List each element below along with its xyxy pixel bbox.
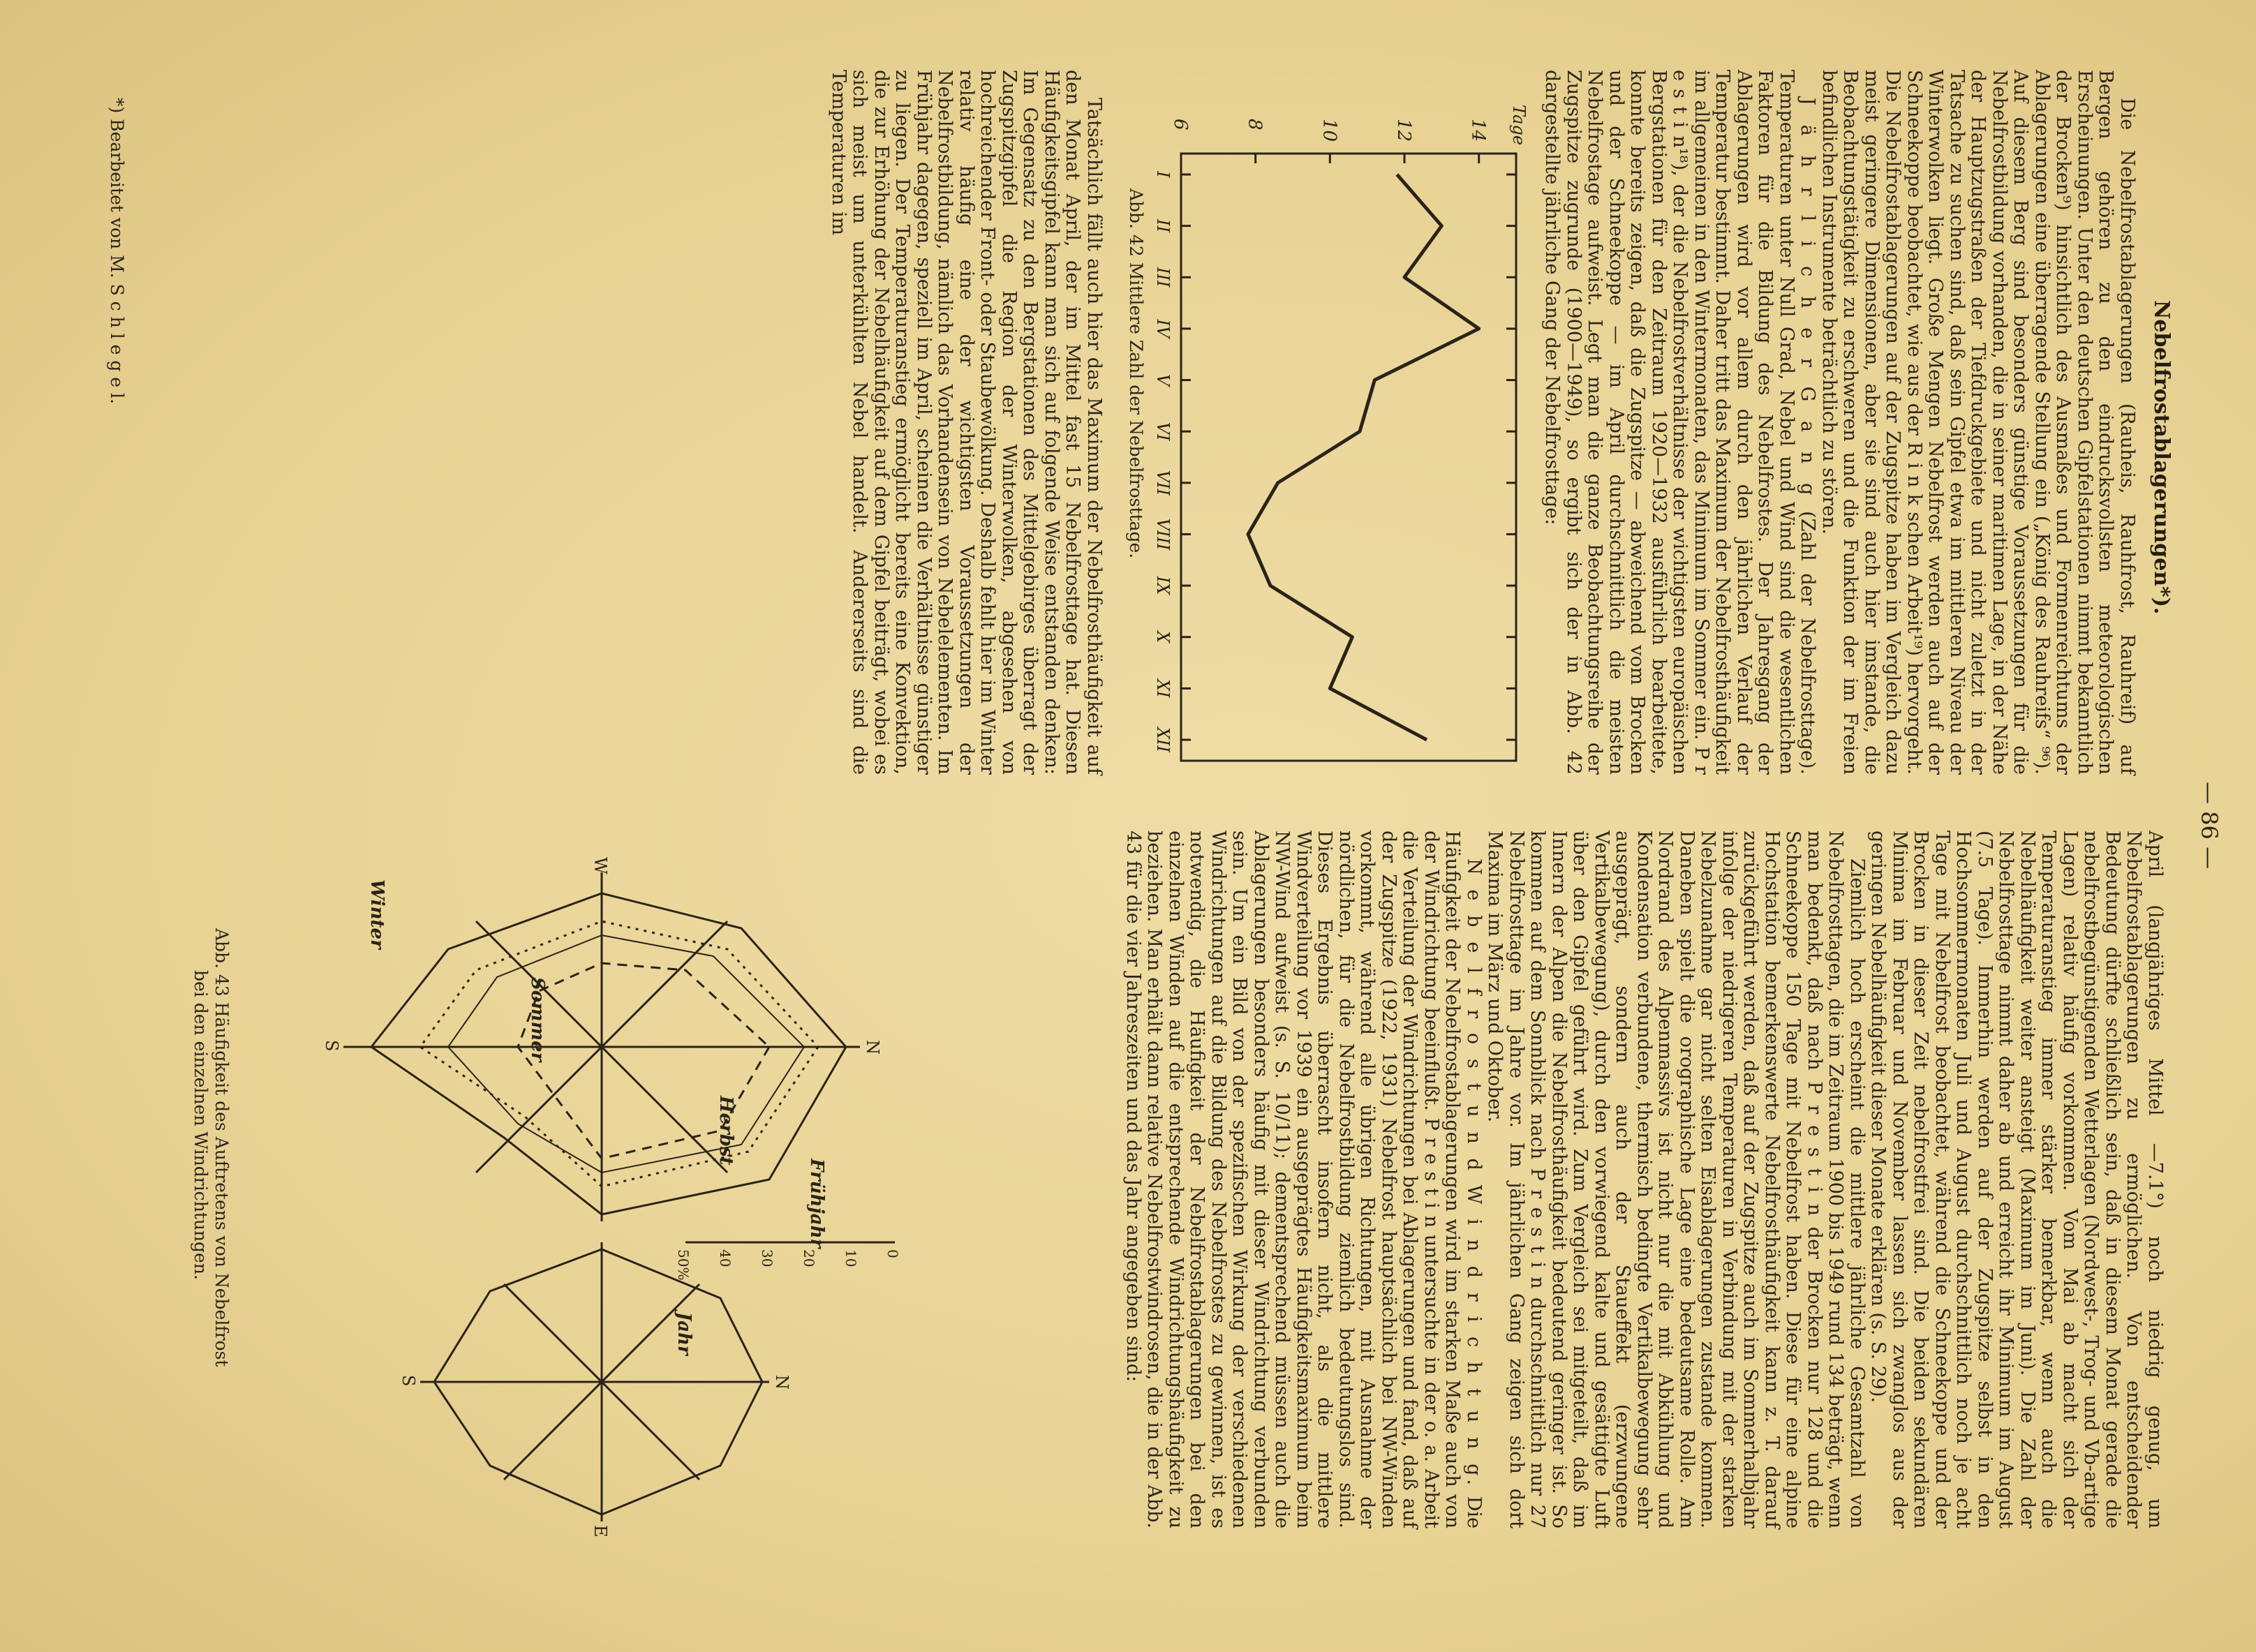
paragraph-lead-wind: N e b e l f r o s t u n d W i n d r i c h t u n g. [1463,858,1485,1489]
label-jahr: Jahr [674,1312,695,1355]
paragraph-annual-cycle [1541,70,1818,775]
line-chart [1153,77,1544,789]
figure-43 [253,851,951,1549]
y-tick-label: 6 [1170,119,1191,131]
scale-tick-40: 40 [717,1249,734,1267]
label-fruehjahr: Frühjahr [806,1159,827,1249]
paragraph-total-days: Ziemlich hoch erscheint die mittlere jährliche Gesamtzahl von Nebelfrosttagen, die im Zeitraum 1900 bis 1949 rund 134 beträgt, wenn man bedenkt, daß nach P r e s t i n der Brocken nur 128 und die Schneekoppe 150 Tage mit Nebelfrost haben. Diese für eine alpine Hochstation bemerkenswerte Nebelfrosthäufigkeit kann z. T. darauf zurückgeführt werden, daß auf der Zugspitze auch im Sommerhalbjahr infolge der niedrigeren Temperaturen in Verbindung mit der starken Nebelzunahme gar nicht selten Eisablagerungen zustande kommen. Daneben spielt die orographische Lage eine bedeutsame Rolle. Am Nordrand des Alpenmassivs ist nicht nur die mit Abkühlung und Kondensation verbundene, thermisch bedingte Vertikalbewegung sehr ausgeprägt, sondern auch der Staueffekt (erzwungene Vertikalbewegung), durch den vorwiegend kalte und gesättigte Luft über den Gipfel geführt wird. Zum Vergleich sei mitgeteilt, daß im Innern der Alpen die Nebelfrosthäufigkeit bedeutend geringer ist. So kommen auf dem Sonnblick nach P r e s t i n durchschnittlich nur 27 Nebelfrosttage im Jahre vor. Im jährlichen Gang zeigen sich dort Maxima im März und Oktober. [1484,831,1868,1528]
paragraph-lead: J ä h r l i c h e r G a n g [1797,98,1819,499]
x-tick-label: III [1153,267,1173,288]
x-tick-label: IX [1153,576,1173,595]
paragraph-wind-direction [1122,831,1485,1528]
scale-tick-50: 50% [675,1249,692,1281]
left-column-lower [828,70,1105,775]
x-tick-label: IV [1153,319,1173,338]
label-winter: Winter [366,879,387,949]
label-s: S [322,1040,341,1052]
x-tick-label: XII [1153,727,1173,753]
figure-42-caption: Abb. 42 Mittlere Zahl der Nebelfrosttage. [1126,188,1146,559]
x-tick-label: VIII [1153,518,1173,551]
figure-43-caption-line1: Abb. 43 Häufigkeit des Auftretens von Nebelfrost [212,928,232,1367]
figure-42 [1153,77,1544,789]
y-tick-label: 10 [1319,119,1340,142]
label-e: E [591,1525,610,1538]
paragraph-body-wind: Die Häufigkeit der Nebelfrostablagerungen wird im starken Maße auch von der Windrichtung beeinflußt. P r e s t i n untersuchte in der o. a. Arbeit die Verteilung der Windrichtungen bei Ablagerungen und fand, daß auf der Zugspitze (1922, 1931) Nebelfrost hauptsächlich bei NW-Winden vorkommt, während alle übrigen Richtungen, mit Ausnahme der nördlichen, für die Nebelfrostbildung ziemlich bedeutungslos sind. Dieses Ergebnis überrascht insofern nicht, als die mittlere Windverteilung vor 1939 ein ausgeprägtes Häufigkeitsmaximum beim NW-Wind aufweist (s. S. 10/11); dementsprechend müssen auch die Ablagerungen besonders häufig mit dieser Windrichtung verbunden sein. Um ein Bild von der spezifischen Wirkung der verschiedenen Windrichtungen auf die Bildung des Nebelfrostes zu gewinnen, ist es notwendig, die Häufigkeit der Nebelfrostablagerungen bei den einzelnen Winden auf die entsprechende Windrichtungshäufigkeit zu beziehen. Man erhält dann relative Nebelfrostwindrosen, die in der Abb. 43 für die vier Jahreszeiten und das Jahr angegeben sind: [1122,831,1485,1528]
y-tick-label: 12 [1393,119,1414,142]
label-sommer: Sommer [527,977,548,1062]
right-column-upper [1122,831,2166,1528]
paragraph-april-continued: April (langjähriges Mittel —7.1°) noch niedrig genug, um Nebelfrostablagerungen zu ermöglichen. Von entscheidender Bedeutung dürfte schließlich sein, daß in diesem Monat gerade die nebelfrostbegünstigenden Wetterlagen (Nordwest-, Trog- und Vb-artige Lagen) relativ häufig vorkommen. Vom Mai ab macht sich der Temperaturanstieg immer stärker bemerkbar, wenn auch die Nebelhäufigkeit weiter ansteigt (Maximum im Juni). Die Zahl der Nebelfrosttage nimmt daher ab und erreicht ihr Minimum im August (7.5 Tage). Immerhin werden auf der Zugspitze selbst in den Hochsommermonaten Juli und August durchschnittlich noch je acht Tage mit Nebelfrost beobachtet, während die Schneekoppe und der Brocken in dieser Zeit nebelfrostfrei sind. Die beiden sekundären Minima im Februar und November lassen sich zwanglos aus der geringen Nebelhäufigkeit dieser Monate erklären (s. S. 29). [1867,831,2166,1528]
x-tick-label: II [1153,219,1173,233]
footnote: *) Bearbeitet von M. S c h l e g e l. [107,98,127,404]
section-heading: Nebelfrostablagerungen*). [2149,300,2174,615]
figure-43-caption-line2: bei den einzelnen Windrichtungen. [191,970,211,1280]
series-line [1248,174,1479,740]
scale-tick-20: 20 [801,1249,817,1267]
x-tick-label: I [1153,171,1173,178]
x-tick-label: XI [1153,679,1173,698]
x-tick-label: VII [1153,470,1173,496]
y-unit-label: Tage [1509,105,1529,146]
paragraph-intro: Die Nebelfrostablagerungen (Rauheis, Rauhfrost, Rauhreif) auf Bergen gehören zu den eindrucksvollsten meteorologischen Erscheinungen. Unter den deutschen Gipfelstationen nimmt bekanntlich der Brocken⁹) hinsichtlich des Ausmaßes und Formenreichtums der Ablagerungen eine überragende Stellung ein („König des Rauhreifs“ ⁹⁶). Auf diesem Berg sind besonders günstige Voraussetzungen für die Nebelfrostbildung vorhanden, die in seiner maritimen Lage, in der Nähe der Hauptzugstraßen der Tiefdruckgebiete und nicht zuletzt in der Tatsache zu suchen sind, daß sein Gipfel etwa im mittleren Niveau der Winterwolken liegt. Große Mengen Nebelfrost werden auch auf der Schneekoppe beobachtet, wie aus der R i n k schen Arbeit¹⁹) hervorgeht. Die Nebelfrostablagerungen auf der Zugspitze haben im Vergleich dazu meist geringere Dimensionen, aber sie sind auch hier imstande, die Beobachtungstätigkeit zu erschweren und die Funktion der im Freien befindlichen Instrumente beträchtlich zu stören. [1818,70,2138,775]
x-tick-label: V [1153,373,1173,387]
chart-frame [1181,154,1516,761]
y-tick-label: 8 [1244,119,1266,131]
label-n: N [863,1040,882,1055]
scale-tick-10: 10 [843,1249,859,1267]
label-w: W [591,857,610,875]
left-column-upper [1541,70,2137,775]
figure-43-caption [190,928,232,1556]
rose-fruehjahr [420,921,818,1186]
wind-rose-diagram [253,851,951,1549]
scale-tick-0: 0 [884,1249,901,1258]
page-number: — 86 — [2196,782,2222,870]
paragraph-body: (Zahl der Nebelfrosttage). Temperaturen unter Null Grad, Nebel und Wind sind die wesentlichen Faktoren für die Bildung des Nebelfrostes. Der Jahresgang der Ablagerungen wird vor allem durch den jährlichen Verlauf der Temperatur bestimmt. Daher tritt das Maximum der Nebelfrosthäufigkeit im allgemeinen in den Wintermonaten, das Minimum im Sommer ein. P r e s t i n¹⁸), der die Nebelfrostverhältnisse der wichtigsten europäischen Bergstationen für den Zeitraum 1920—1932 ausführlich bearbeitete, konnte bereits zeigen, daß die Zugspitze — abweichend vom Brocken und der Schneekoppe — im April durchschnittlich die meisten Nebelfrostage aufweist. Legt man die ganze Beobachtungsreihe der Zugspitze zugrunde (1900—1949), so ergibt sich der in Abb. 42 dargestellte jährliche Gang der Nebelfrosttage: [1541,70,1819,775]
paragraph-april-maximum: Tatsächlich fällt auch hier das Maximum der Nebelfrosthäufigkeit auf den Monat April, der im Mittel fast 15 Nebelfrosttage hat. Diesen Häufigkeitsgipfel kann man sich auf folgende Weise entstanden denken: Im Gegensatz zu den Bergstationen des Mittelgebirges überragt der Zugspitzgipfel die Region der Winterwolken, abgesehen von hochreichender Front- oder Staubewölkung. Deshalb fehlt hier im Winter relativ häufig eine der wichtigsten Voraussetzungen der Nebelfrostbildung, nämlich das Vorhandensein von Nebelelementen. Im Frühjahr dagegen, speziell im April, scheinen die Verhältnisse günstiger zu liegen. Der Temperaturanstieg ermöglicht bereits eine Konvektion, die zur Erhöhung der Nebelhäufigkeit auf dem Gipfel beiträgt, wobei es sich meist um unterkühlten Nebel handelt. Andererseits sind die Temperaturen im [828,70,1105,775]
label-n2: N [772,1375,792,1390]
y-tick-label: 14 [1467,119,1489,142]
x-tick-label: VI [1153,422,1173,441]
scale-tick-30: 30 [759,1249,776,1267]
x-tick-label: X [1153,631,1173,643]
label-herbst: Herbst [715,1096,736,1166]
label-s2: S [399,1375,418,1387]
